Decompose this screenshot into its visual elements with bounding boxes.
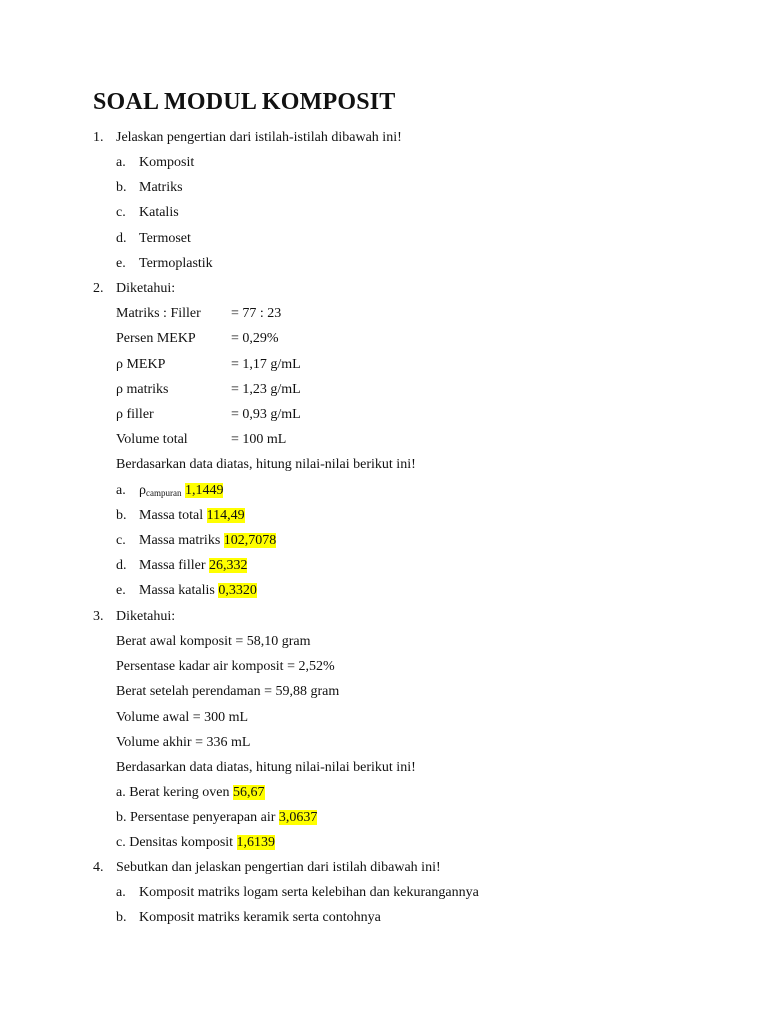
question-text: Diketahui:	[116, 609, 176, 624]
question-number: 1.	[93, 130, 104, 145]
given-row: Volume awal = 300 mL	[116, 710, 249, 725]
list-item	[0, 530, 768, 552]
list-item	[0, 202, 768, 224]
list-item	[116, 832, 275, 854]
question-number: 4.	[93, 860, 104, 875]
item-text	[139, 530, 276, 552]
item-letter: c.	[116, 533, 126, 548]
list-item	[0, 505, 768, 527]
item-text: Komposit matriks keramik serta contohnya	[139, 910, 381, 925]
given-value: = 1,17 g/mL	[231, 357, 301, 372]
given-value: = 0,29%	[231, 331, 279, 346]
highlighted-answer: 26,332	[208, 558, 248, 573]
question-3	[0, 606, 768, 628]
given-row	[116, 379, 716, 401]
item-label: a. Berat kering oven	[116, 785, 230, 800]
question-number: 2.	[93, 281, 104, 296]
page-title: SOAL MODUL KOMPOSIT	[93, 89, 396, 115]
list-item	[0, 882, 768, 904]
given-value: = 77 : 23	[231, 306, 282, 321]
item-text: Matriks	[139, 180, 183, 195]
item-letter: a.	[116, 885, 126, 900]
highlighted-answer: 102,7078	[223, 533, 277, 548]
highlighted-answer: 56,67	[233, 785, 265, 800]
given-row	[116, 404, 716, 426]
list-item	[0, 555, 768, 577]
instruction-text: Berdasarkan data diatas, hitung nilai-nilai berikut ini!	[116, 760, 416, 775]
item-letter: a.	[116, 155, 126, 170]
rho-symbol: ρ	[139, 483, 146, 498]
given-label: ρ MEKP	[116, 357, 166, 372]
list-item	[0, 228, 768, 250]
question-text: Sebutkan dan jelaskan pengertian dari istilah dibawah ini!	[116, 860, 441, 875]
given-label: ρ filler	[116, 407, 154, 422]
item-label: c. Densitas komposit	[116, 835, 234, 850]
item-label: Massa katalis	[139, 583, 215, 598]
given-value: = 1,23 g/mL	[231, 382, 301, 397]
list-item	[0, 152, 768, 174]
item-letter: c.	[116, 205, 126, 220]
given-label: Persen MEKP	[116, 331, 196, 346]
item-text: Komposit matriks logam serta kelebihan dan kekurangannya	[139, 885, 479, 900]
given-row: Persentase kadar air komposit = 2,52%	[116, 659, 335, 674]
given-row: Berat setelah perendaman = 59,88 gram	[116, 684, 340, 699]
item-letter: d.	[116, 558, 127, 573]
given-row: Berat awal komposit = 58,10 gram	[116, 634, 311, 649]
given-row	[116, 429, 716, 451]
item-letter: a.	[116, 483, 126, 498]
question-text: Jelaskan pengertian dari istilah-istilah dibawah ini!	[116, 130, 402, 145]
given-row	[116, 328, 716, 350]
question-2	[0, 278, 768, 300]
item-letter: e.	[116, 583, 126, 598]
given-value: = 0,93 g/mL	[231, 407, 301, 422]
item-text: Komposit	[139, 155, 195, 170]
highlighted-answer: 114,49	[206, 508, 245, 523]
item-label: Massa total	[139, 508, 204, 523]
given-row	[116, 354, 716, 376]
given-row	[116, 303, 716, 325]
item-label: b. Persentase penyerapan air	[116, 810, 276, 825]
highlighted-answer: 0,3320	[218, 583, 257, 598]
list-item	[116, 807, 317, 829]
question-text: Diketahui:	[116, 281, 176, 296]
instruction-text: Berdasarkan data diatas, hitung nilai-nilai berikut ini!	[116, 457, 416, 472]
item-label: Massa filler	[139, 558, 206, 573]
highlighted-answer: 1,6139	[236, 835, 276, 850]
question-number: 3.	[93, 609, 104, 624]
question-1	[0, 127, 768, 149]
item-label: Massa matriks	[139, 533, 221, 548]
item-text	[139, 480, 223, 502]
given-row: Volume akhir = 336 mL	[116, 735, 251, 750]
highlighted-answer: 1,1449	[184, 483, 224, 498]
list-item	[0, 253, 768, 275]
item-text	[139, 580, 257, 602]
item-text	[139, 505, 245, 527]
list-item	[0, 177, 768, 199]
item-letter: d.	[116, 231, 127, 246]
item-text: Termoplastik	[139, 256, 213, 271]
list-item	[0, 480, 768, 502]
question-4	[0, 857, 768, 879]
list-item	[0, 580, 768, 602]
highlighted-answer: 3,0637	[278, 810, 318, 825]
subscript: campuran	[146, 488, 182, 498]
given-label: Matriks : Filler	[116, 306, 201, 321]
item-letter: e.	[116, 256, 126, 271]
item-text: Katalis	[139, 205, 179, 220]
item-letter: b.	[116, 180, 127, 195]
item-letter: b.	[116, 910, 127, 925]
list-item	[0, 907, 768, 929]
item-text	[139, 555, 247, 577]
item-text: Termoset	[139, 231, 191, 246]
given-label: ρ matriks	[116, 382, 169, 397]
given-label: Volume total	[116, 432, 188, 447]
given-value: = 100 mL	[231, 432, 287, 447]
list-item	[116, 782, 265, 804]
item-letter: b.	[116, 508, 127, 523]
